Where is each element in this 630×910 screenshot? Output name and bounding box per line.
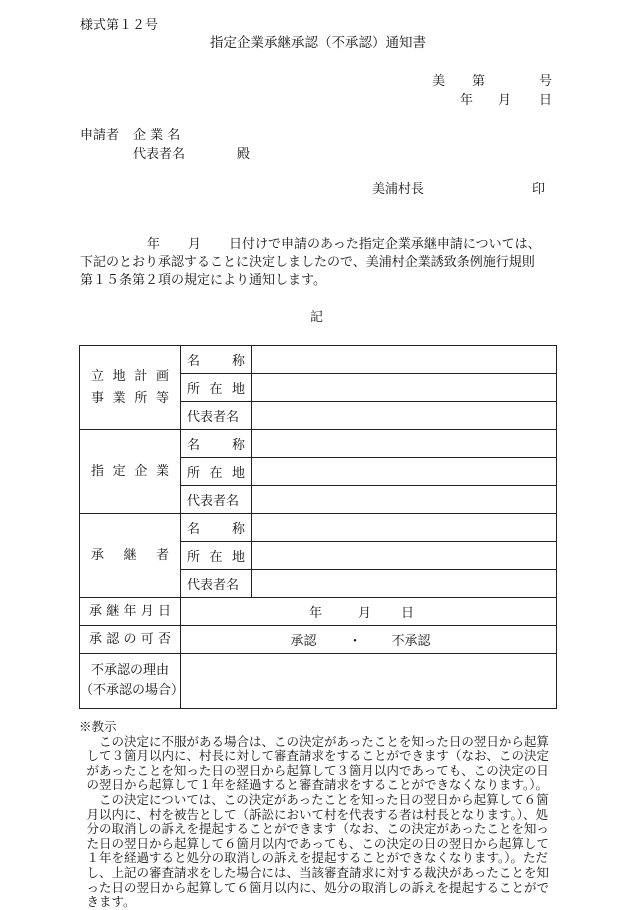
notice-paragraph-review: この決定に不服がある場合は、この決定があったことを知った日の翌日から起算して３箇月以内に、村長に対して審査請求をすることができます（なお、この決定があったことを知った日の翌日から起算して３箇月以内であっても、この決定の日の翌日から起算して１年を経過すると審査請求をすることができなくなります。）。 <box>86 733 550 793</box>
site-name-cell[interactable] <box>252 346 557 374</box>
site-address-cell[interactable] <box>252 374 557 402</box>
approval-status-cell <box>181 626 557 654</box>
approval-form-table <box>79 345 557 709</box>
body-text-line3: 第１５条第２項の規定により通知します。 <box>80 273 326 288</box>
honorific: 殿 <box>237 147 251 162</box>
successor-representative-cell[interactable] <box>252 570 557 598</box>
field-label-representative: 代表者名 <box>181 486 252 514</box>
section-designated-company-label: 指 定 企 業 <box>80 430 181 514</box>
date-month: 月 <box>498 93 512 108</box>
field-label-representative: 代表者名 <box>181 570 252 598</box>
succession-date-label: 承 継 年 月 日 <box>80 598 181 626</box>
field-label-name: 名 称 <box>181 430 252 458</box>
disapproval-reason-label: 不承認の理由 （不承認の場合） <box>80 654 181 709</box>
successor-name-cell[interactable] <box>252 514 557 542</box>
applicant-label: 申請者 <box>80 128 120 143</box>
field-label-name: 名 称 <box>181 514 252 542</box>
company-name-label: 企 業 名 <box>133 128 181 143</box>
document-number-dai: 第 <box>472 74 486 89</box>
appeal-notice <box>79 720 559 910</box>
approve-option[interactable]: 承認 <box>290 634 317 649</box>
succession-date-day: 日 <box>401 606 415 621</box>
company-address-cell[interactable] <box>252 458 557 486</box>
mayor-title: 美浦村長 <box>372 182 425 197</box>
section-successor-label: 承 継 者 <box>80 514 181 598</box>
succession-date-cell[interactable] <box>181 598 557 626</box>
notice-heading: ※教示 <box>79 719 117 734</box>
site-representative-cell[interactable] <box>252 402 557 430</box>
date-year: 年 <box>460 93 474 108</box>
option-separator: ・ <box>348 634 362 649</box>
date-day: 日 <box>539 93 553 108</box>
company-representative-cell[interactable] <box>252 486 557 514</box>
succession-date-year: 年 <box>308 606 322 621</box>
body-month: 月 <box>188 237 202 252</box>
succession-date-month: 月 <box>357 606 371 621</box>
document-number-go: 号 <box>539 74 553 89</box>
field-label-address: 所 在 地 <box>181 542 252 570</box>
notice-paragraph-lawsuit: この決定については、この決定があったことを知った日の翌日から起算して６箇月以内に、村を被告として（訴訟において村を代表する者は村長となります。）、処分の取消しの訴えを提起することができます（なお、この決定があったことを知った日の翌日から起算して６箇月以内であっても、この決定の日の翌日から起算して１年を経過すると処分の取消しの訴えを提起することができなくなります。）。ただし、上記の審査請求をした場合には、当該審査請求に対する裁決があったことを知った日の翌日から起算して６箇月以内に、処分の取消しの訴えを提起することができます。 <box>86 791 550 910</box>
field-label-address: 所 在 地 <box>181 374 252 402</box>
company-name-cell[interactable] <box>252 430 557 458</box>
field-label-address: 所 在 地 <box>181 458 252 486</box>
field-label-representative: 代表者名 <box>181 402 252 430</box>
disapprove-option[interactable]: 不承認 <box>391 634 431 649</box>
section-site-label: 立 地 計 画 事 業 所 等 <box>80 346 181 430</box>
successor-address-cell[interactable] <box>252 542 557 570</box>
representative-label: 代表者名 <box>133 147 186 162</box>
form-number: 様式第１２号 <box>80 18 159 33</box>
document-title: 指定企業承継承認（不承認）通知書 <box>210 35 426 51</box>
approval-status-label: 承 認 の 可 否 <box>80 626 181 654</box>
body-text-line2: 下記のとおり承認することに決定しましたので、美浦村企業誘致条例施行規則 <box>80 255 535 270</box>
disapproval-reason-cell[interactable] <box>181 654 557 709</box>
ki-heading: 記 <box>310 310 324 325</box>
document-number-mi: 美 <box>432 74 446 89</box>
body-year: 年 <box>147 237 161 252</box>
field-label-name: 名 称 <box>181 346 252 374</box>
body-text-line1: 日付けで申請のあった指定企業承継申請については、 <box>229 237 541 252</box>
seal-mark: 印 <box>532 182 546 197</box>
